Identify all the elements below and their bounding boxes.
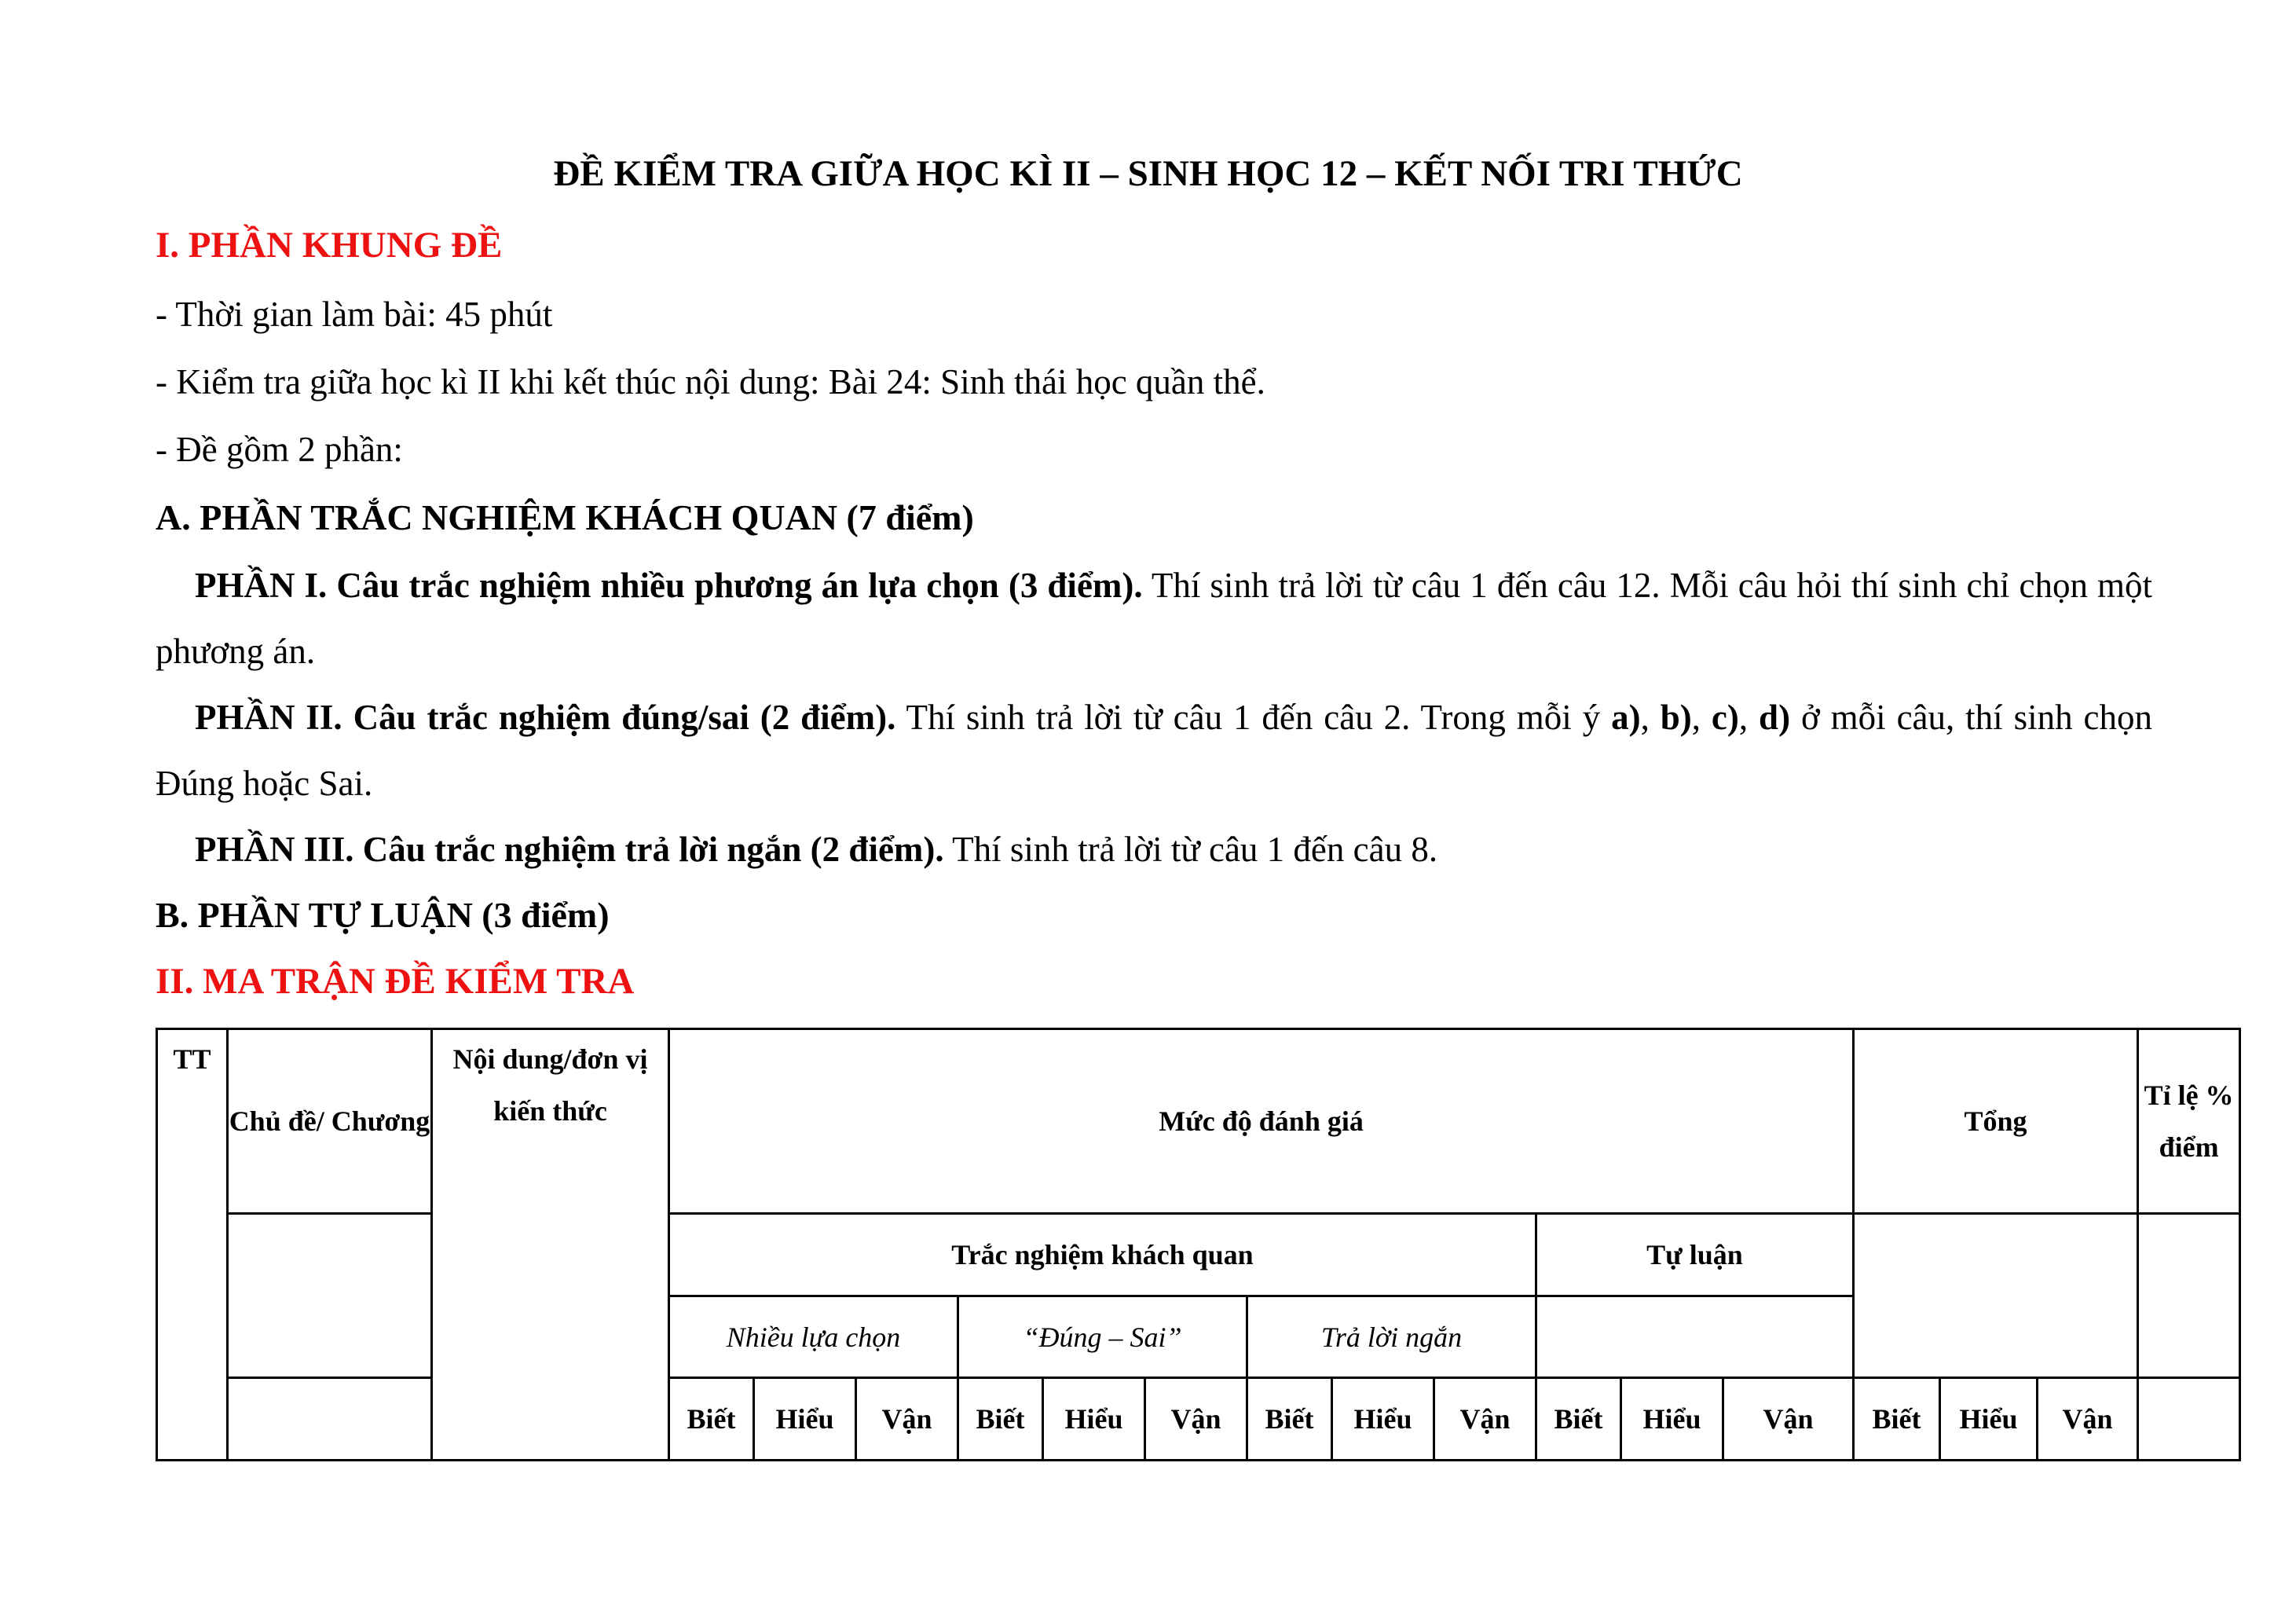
part-2-text: Thí sinh trả lời từ câu 1 đến câu 2. Trong mỗi ý bbox=[895, 698, 1612, 737]
section-heading-matrix: II. MA TRẬN ĐỀ KIỂM TRA bbox=[156, 961, 635, 1002]
empty-cell bbox=[2138, 1378, 2240, 1461]
level-apply: Vận bbox=[1434, 1378, 1536, 1461]
separator: , bbox=[1738, 698, 1760, 737]
header-total: Tổng bbox=[1854, 1029, 2138, 1214]
level-apply: Vận bbox=[856, 1378, 958, 1461]
part-3-label: PHẦN III. Câu trắc nghiệm trả lời ngắn (2 điểm). bbox=[195, 830, 944, 869]
time-line: - Thời gian làm bài: 45 phút bbox=[156, 295, 553, 334]
empty-cell bbox=[2138, 1214, 2240, 1378]
level-know: Biết bbox=[1536, 1378, 1621, 1461]
section-heading-framework: I. PHẦN KHUNG ĐỀ bbox=[156, 225, 503, 266]
separator: , bbox=[1640, 698, 1661, 737]
option-b: b) bbox=[1660, 698, 1692, 737]
level-apply: Vận bbox=[1723, 1378, 1854, 1461]
option-c: c) bbox=[1711, 698, 1739, 737]
assessment-matrix-table bbox=[156, 1028, 2241, 1461]
separator: , bbox=[1691, 698, 1712, 737]
header-tt: TT bbox=[157, 1029, 228, 1461]
option-a: a) bbox=[1611, 698, 1641, 737]
scope-line: - Kiểm tra giữa học kì II khi kết thúc nội dung: Bài 24: Sinh thái học quần thể. bbox=[156, 362, 1265, 401]
part-2-label: PHẦN II. Câu trắc nghiệm đúng/sai (2 điểm). bbox=[195, 698, 896, 737]
empty-cell bbox=[228, 1214, 432, 1378]
header-objective: Trắc nghiệm khách quan bbox=[669, 1214, 1536, 1296]
level-know: Biết bbox=[1247, 1378, 1332, 1461]
part-2-paragraph bbox=[156, 684, 2152, 816]
header-topic: Chủ đề/ Chương bbox=[228, 1029, 432, 1214]
header-assessment-level: Mức độ đánh giá bbox=[669, 1029, 1854, 1214]
part-1-text: Thí sinh trả lời từ câu 1 đến câu 12. Mỗi câu hỏi thí sinh chỉ chọn một phương án. bbox=[156, 566, 2152, 671]
part-b-heading: B. PHẦN TỰ LUẬN (3 điểm) bbox=[156, 895, 610, 935]
parts-line: - Đề gồm 2 phần: bbox=[156, 430, 403, 469]
level-know: Biết bbox=[669, 1378, 754, 1461]
part-2-text-end: ở mỗi câu, thí sinh chọn Đúng hoặc Sai. bbox=[156, 698, 2152, 803]
level-know: Biết bbox=[1854, 1378, 1940, 1461]
header-short-answer: Trả lời ngắn bbox=[1247, 1296, 1536, 1378]
part-3-paragraph bbox=[156, 816, 2152, 882]
level-understand: Hiểu bbox=[754, 1378, 856, 1461]
header-multiple-choice: Nhiều lựa chọn bbox=[669, 1296, 958, 1378]
empty-cell bbox=[1536, 1296, 1854, 1378]
header-content: Nội dung/đơn vị kiến thức bbox=[432, 1029, 669, 1461]
empty-cell bbox=[1854, 1214, 2138, 1378]
header-essay: Tự luận bbox=[1536, 1214, 1854, 1296]
part-3-text: Thí sinh trả lời từ câu 1 đến câu 8. bbox=[943, 830, 1438, 869]
level-understand: Hiểu bbox=[1332, 1378, 1434, 1461]
part-1-label: PHẦN I. Câu trắc nghiệm nhiều phương án lựa chọn (3 điểm). bbox=[195, 566, 1143, 605]
part-1-paragraph bbox=[156, 552, 2152, 684]
option-d: d) bbox=[1759, 698, 1791, 737]
level-apply: Vận bbox=[2038, 1378, 2138, 1461]
empty-cell bbox=[228, 1378, 432, 1461]
document-title: ĐỀ KIỂM TRA GIỮA HỌC KÌ II – SINH HỌC 12 – KẾT NỐI TRI THỨC bbox=[553, 153, 1743, 194]
header-score-ratio: Tỉ lệ % điểm bbox=[2138, 1029, 2240, 1214]
level-understand: Hiểu bbox=[1940, 1378, 2038, 1461]
header-true-false: “Đúng – Sai” bbox=[958, 1296, 1247, 1378]
part-a-heading: A. PHẦN TRẮC NGHIỆM KHÁCH QUAN (7 điểm) bbox=[156, 497, 974, 537]
level-know: Biết bbox=[958, 1378, 1043, 1461]
level-understand: Hiểu bbox=[1043, 1378, 1145, 1461]
level-understand: Hiểu bbox=[1621, 1378, 1723, 1461]
level-apply: Vận bbox=[1145, 1378, 1247, 1461]
